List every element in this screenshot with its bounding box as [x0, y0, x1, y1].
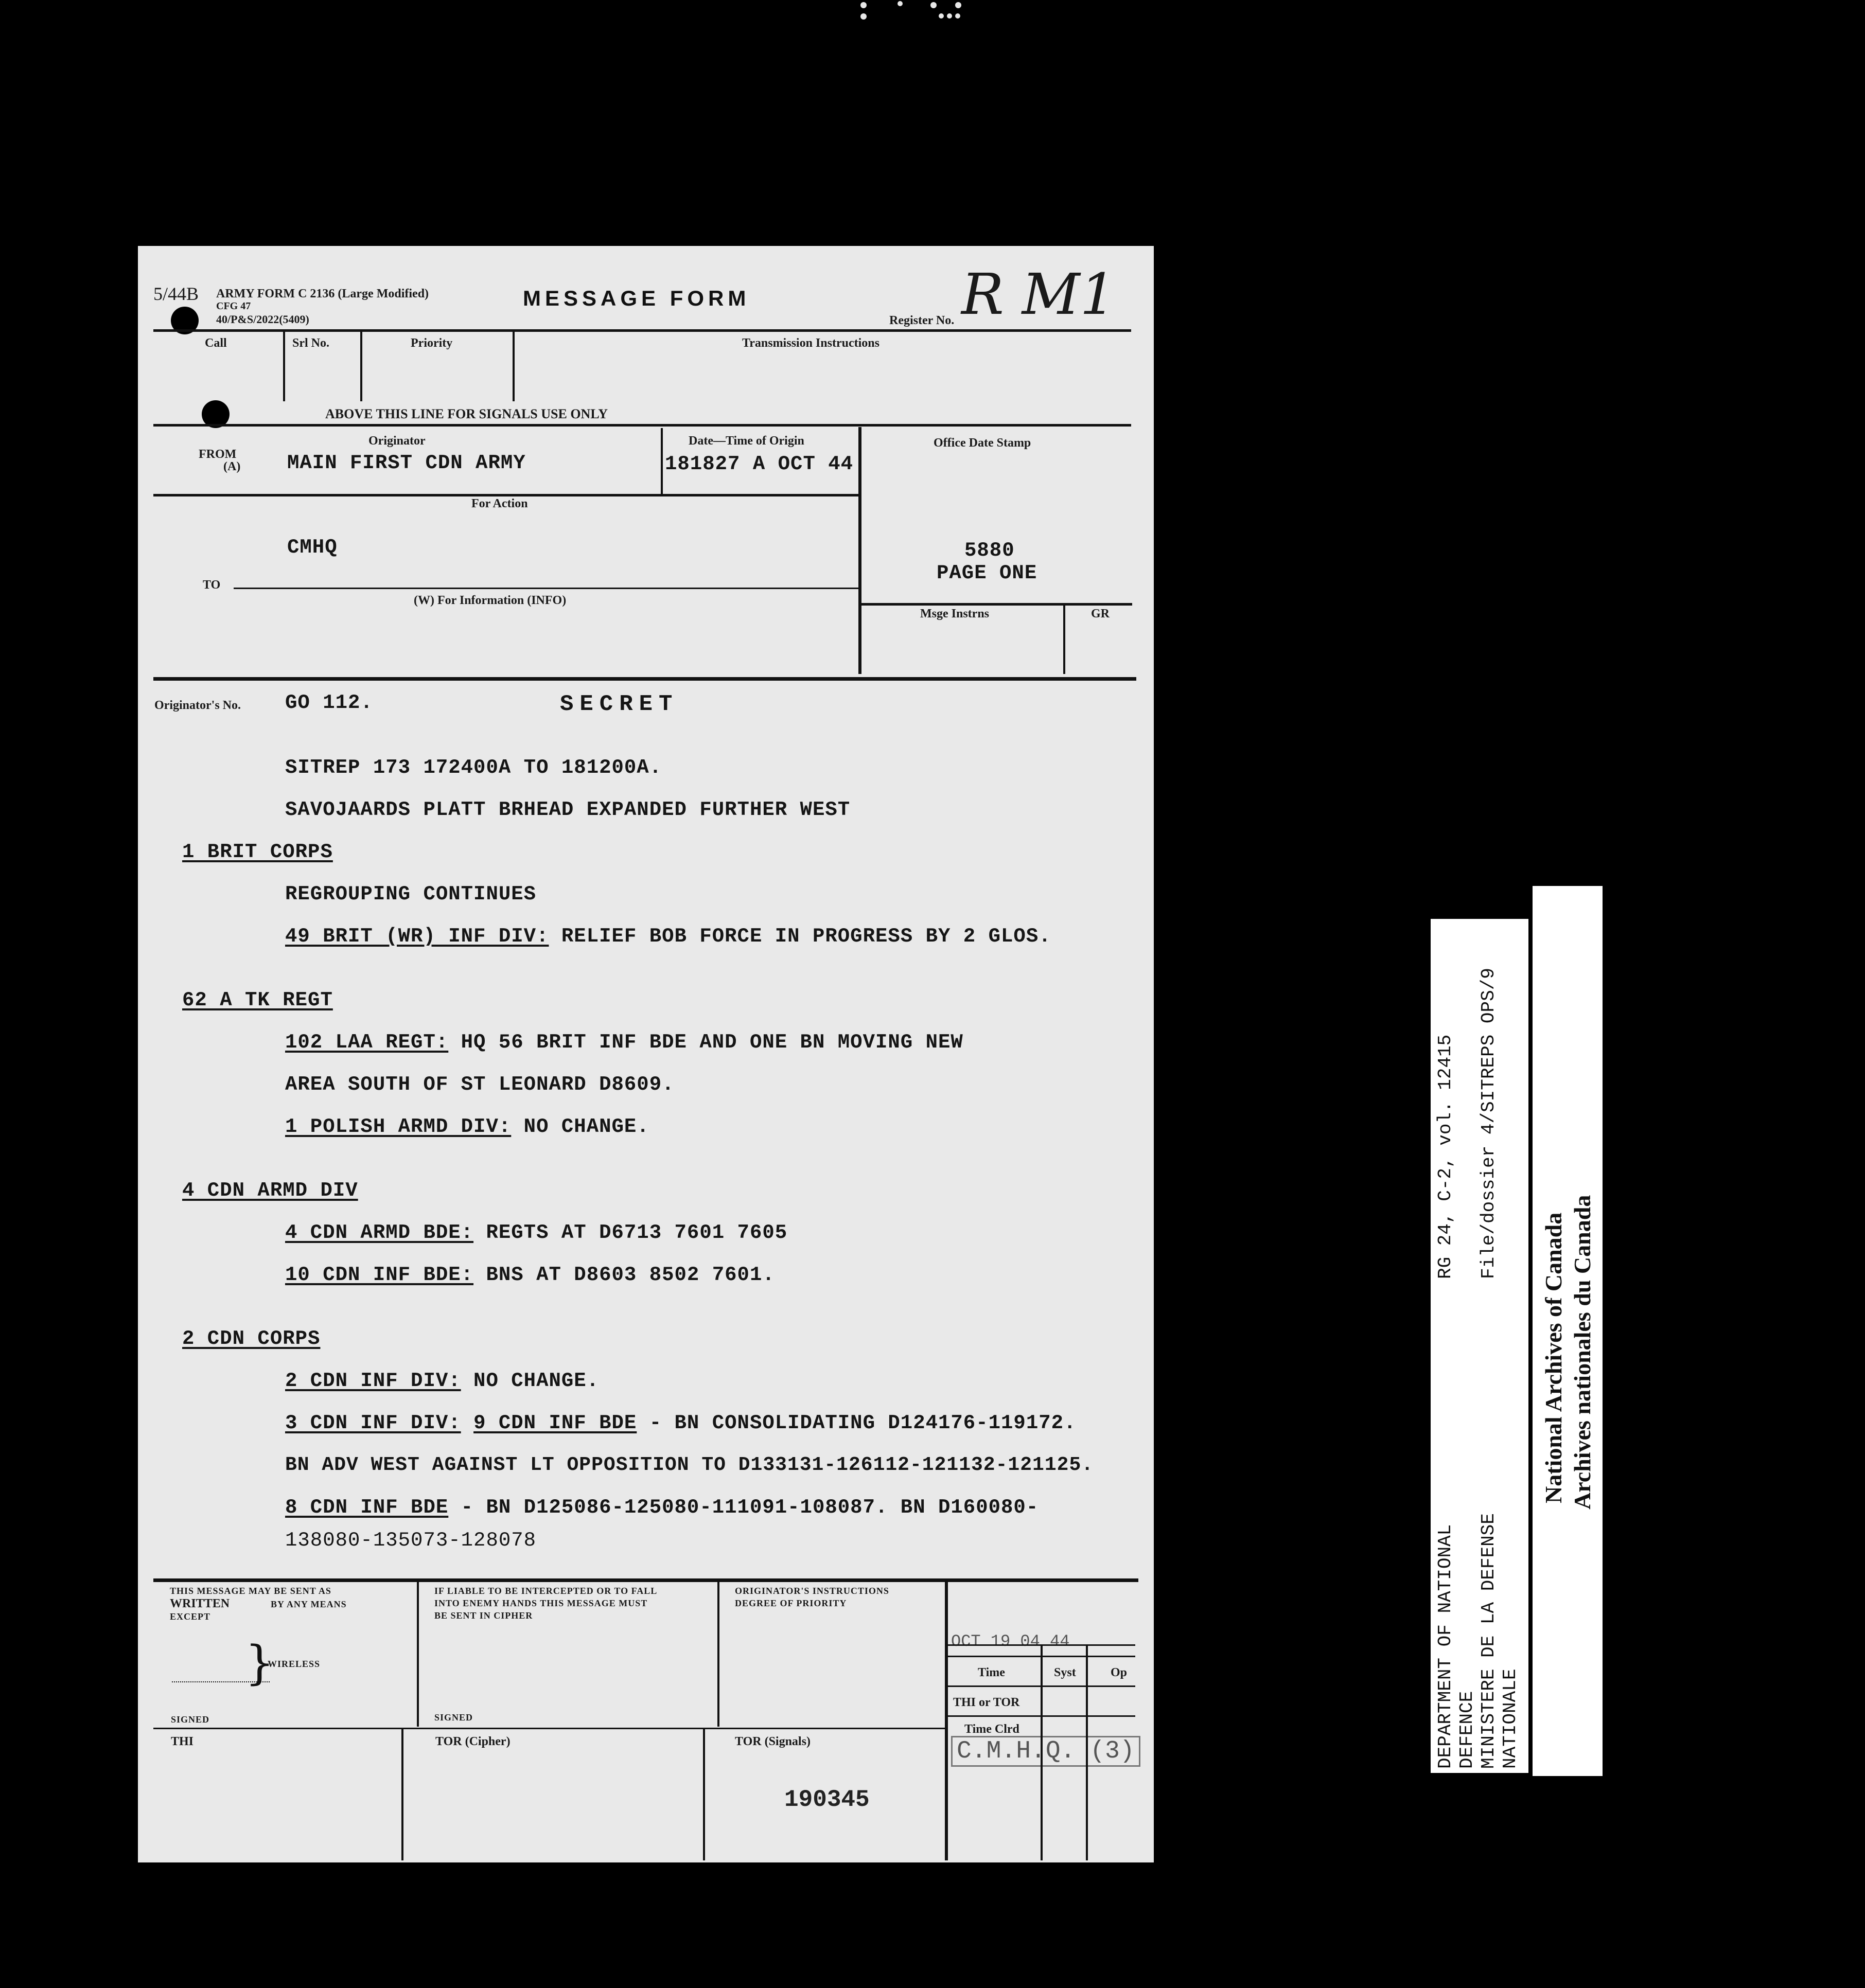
priority-label: Priority: [411, 336, 453, 350]
s2-text-2: NO CHANGE.: [511, 1115, 649, 1138]
orig-instructions: ORIGINATOR'S INSTRUCTIONS: [735, 1586, 889, 1596]
liable-line-2: INTO ENEMY HANDS THIS MESSAGE MUST: [434, 1598, 648, 1608]
for-action-value: CMHQ: [287, 536, 338, 559]
tor-signals-label: TOR (Signals): [735, 1735, 811, 1748]
s3-unit: 4 CDN ARMD BDE:: [285, 1221, 474, 1244]
gr-label: GR: [1091, 607, 1110, 620]
footer-signed-1: SIGNED: [171, 1714, 210, 1725]
print-code: 40/P&S/2022(5409): [216, 313, 309, 326]
cfg-code: CFG 47: [216, 300, 251, 312]
originators-no-value: GO 112.: [285, 691, 373, 714]
dto-label: Date—Time of Origin: [689, 434, 804, 448]
army-form-number: ARMY FORM C 2136 (Large Modified): [216, 287, 429, 300]
file-reference: File/dossier 4/SITREPS OPS/9: [1478, 968, 1499, 1279]
s4-line-2: [285, 1412, 1076, 1434]
originator-value: MAIN FIRST CDN ARMY: [287, 452, 526, 474]
call-label: Call: [205, 336, 227, 350]
form-title: MESSAGE FORM: [523, 286, 750, 310]
archive-name-label: [1533, 886, 1603, 1776]
time-clrd-label: Time Clrd: [964, 1723, 1019, 1736]
stamp-number: 5880: [964, 539, 1015, 562]
srl-no-label: Srl No.: [292, 336, 329, 350]
op-label: Op: [1111, 1666, 1128, 1679]
min-line-2: NATIONALE: [1500, 1668, 1521, 1769]
s3-text-2: BNS AT D8603 8502 7601.: [473, 1264, 775, 1286]
archive-reference-label: [1431, 919, 1528, 1773]
register-label: Register No.: [889, 314, 955, 327]
originators-no-label: Originator's No.: [154, 699, 241, 712]
thi-tor-label: THI or TOR: [953, 1696, 1020, 1709]
wireless-label: WIRELESS: [268, 1659, 321, 1669]
s4-unit-b: 9 CDN INF BDE: [473, 1412, 637, 1434]
dto-value: 181827 A OCT 44: [665, 453, 854, 475]
s3-line-2: [285, 1264, 775, 1286]
footer-send-written: WRITTEN: [170, 1597, 230, 1610]
footer-send-except: EXCEPT: [170, 1611, 211, 1622]
stamp-page: PAGE ONE: [937, 562, 1037, 584]
received-date-stamp: OCT 19 04 44: [951, 1632, 1070, 1651]
s2-unit-2: 1 POLISH ARMD DIV:: [285, 1115, 512, 1138]
s4-text-2: - BN CONSOLIDATING D124176-119172.: [637, 1412, 1077, 1434]
s4-unit: 2 CDN INF DIV:: [285, 1370, 461, 1392]
s3-line-1: [285, 1221, 787, 1244]
footer-send-means: BY ANY MEANS: [271, 1599, 347, 1609]
s2-line-2: AREA SOUTH OF ST LEONARD D8609.: [285, 1073, 675, 1096]
s2-text: HQ 56 BRIT INF BDE AND ONE BN MOVING NEW: [448, 1031, 963, 1054]
classification: SECRET: [560, 691, 679, 717]
originator-label: Originator: [368, 434, 426, 448]
s4-text: NO CHANGE.: [461, 1370, 600, 1392]
message-form: [138, 246, 1154, 1862]
s4-line-3: BN ADV WEST AGAINST LT OPPOSITION TO D133131-126112-121132-121125.: [285, 1454, 1094, 1476]
s3-text: REGTS AT D6713 7601 7605: [473, 1221, 788, 1244]
s4-line-4: [285, 1496, 1039, 1519]
transmission-label: Transmission Instructions: [742, 336, 879, 350]
s1-line-2: [285, 925, 1051, 948]
scan-marks: [854, 0, 962, 23]
time-label: Time: [978, 1666, 1005, 1679]
min-line-1: MINISTERE DE LA DEFENSE: [1478, 1513, 1499, 1769]
section-4-heading: 2 CDN CORPS: [182, 1327, 321, 1350]
s2-line-3: [285, 1115, 649, 1138]
national-archives-en: National Archives of Canada: [1540, 1212, 1567, 1503]
s2-line-1: [285, 1031, 963, 1054]
s1-unit: 49 BRIT (WR) INF DIV:: [285, 925, 549, 948]
dept-line-1: DEPARTMENT OF NATIONAL: [1435, 1524, 1456, 1769]
s4-line-5: 138080-135073-128078: [285, 1529, 537, 1552]
cmhq-stamp: C.M.H.Q. (3): [951, 1736, 1140, 1767]
for-action-label: For Action: [471, 497, 528, 510]
tor-cipher-label: TOR (Cipher): [435, 1735, 511, 1748]
s2-unit: 102 LAA REGT:: [285, 1031, 449, 1054]
tor-signals-value: 190345: [784, 1786, 870, 1813]
s3-unit-2: 10 CDN INF BDE:: [285, 1264, 474, 1286]
national-archives-fr: Archives nationales du Canada: [1569, 1195, 1595, 1510]
footer-signed-2: SIGNED: [434, 1712, 473, 1723]
s4-unit-c: 8 CDN INF BDE: [285, 1496, 449, 1519]
liable-line-1: IF LIABLE TO BE INTERCEPTED OR TO FALL: [434, 1586, 658, 1596]
msge-instrns-label: Msge Instrns: [920, 607, 990, 620]
s4-text-4: - BN D125086-125080-111091-108087. BN D160080-: [448, 1496, 1039, 1519]
s1-text: RELIEF BOB FORCE IN PROGRESS BY 2 GLOS.: [549, 925, 1051, 948]
liable-line-3: BE SENT IN CIPHER: [434, 1610, 533, 1621]
section-3-heading: 4 CDN ARMD DIV: [182, 1179, 358, 1202]
office-date-stamp-label: Office Date Stamp: [934, 436, 1031, 450]
section-2-heading: 62 A TK REGT: [182, 989, 333, 1011]
s4-unit-a: 3 CDN INF DIV:: [285, 1412, 461, 1434]
to-label: TO: [203, 578, 221, 592]
syst-label: Syst: [1054, 1666, 1076, 1679]
body-line-2: SAVOJAARDS PLATT BRHEAD EXPANDED FURTHER WEST: [285, 798, 851, 821]
dept-line-2: DEFENCE: [1456, 1691, 1477, 1769]
footer-send-line-1: THIS MESSAGE MAY BE SENT AS: [170, 1586, 331, 1596]
from-sub-label: (A): [223, 460, 241, 473]
signals-use-notice: ABOVE THIS LINE FOR SIGNALS USE ONLY: [325, 406, 608, 421]
section-1-heading: 1 BRIT CORPS: [182, 841, 333, 863]
body-line-1: SITREP 173 172400A TO 181200A.: [285, 756, 662, 779]
wireless-brace: }: [245, 1636, 275, 1690]
ref-code: 5/44B: [153, 283, 199, 304]
from-label: FROM: [199, 448, 237, 461]
thi-label: THI: [171, 1735, 194, 1748]
register-handwriting: R M1: [961, 261, 1116, 327]
s4-line-1: [285, 1370, 599, 1392]
degree-of-priority: DEGREE OF PRIORITY: [735, 1598, 847, 1608]
rg-reference: RG 24, C-2, vol. 12415: [1435, 1034, 1456, 1279]
info-label: (W) For Information (INFO): [414, 594, 567, 607]
s1-line-1: REGROUPING CONTINUES: [285, 883, 537, 906]
